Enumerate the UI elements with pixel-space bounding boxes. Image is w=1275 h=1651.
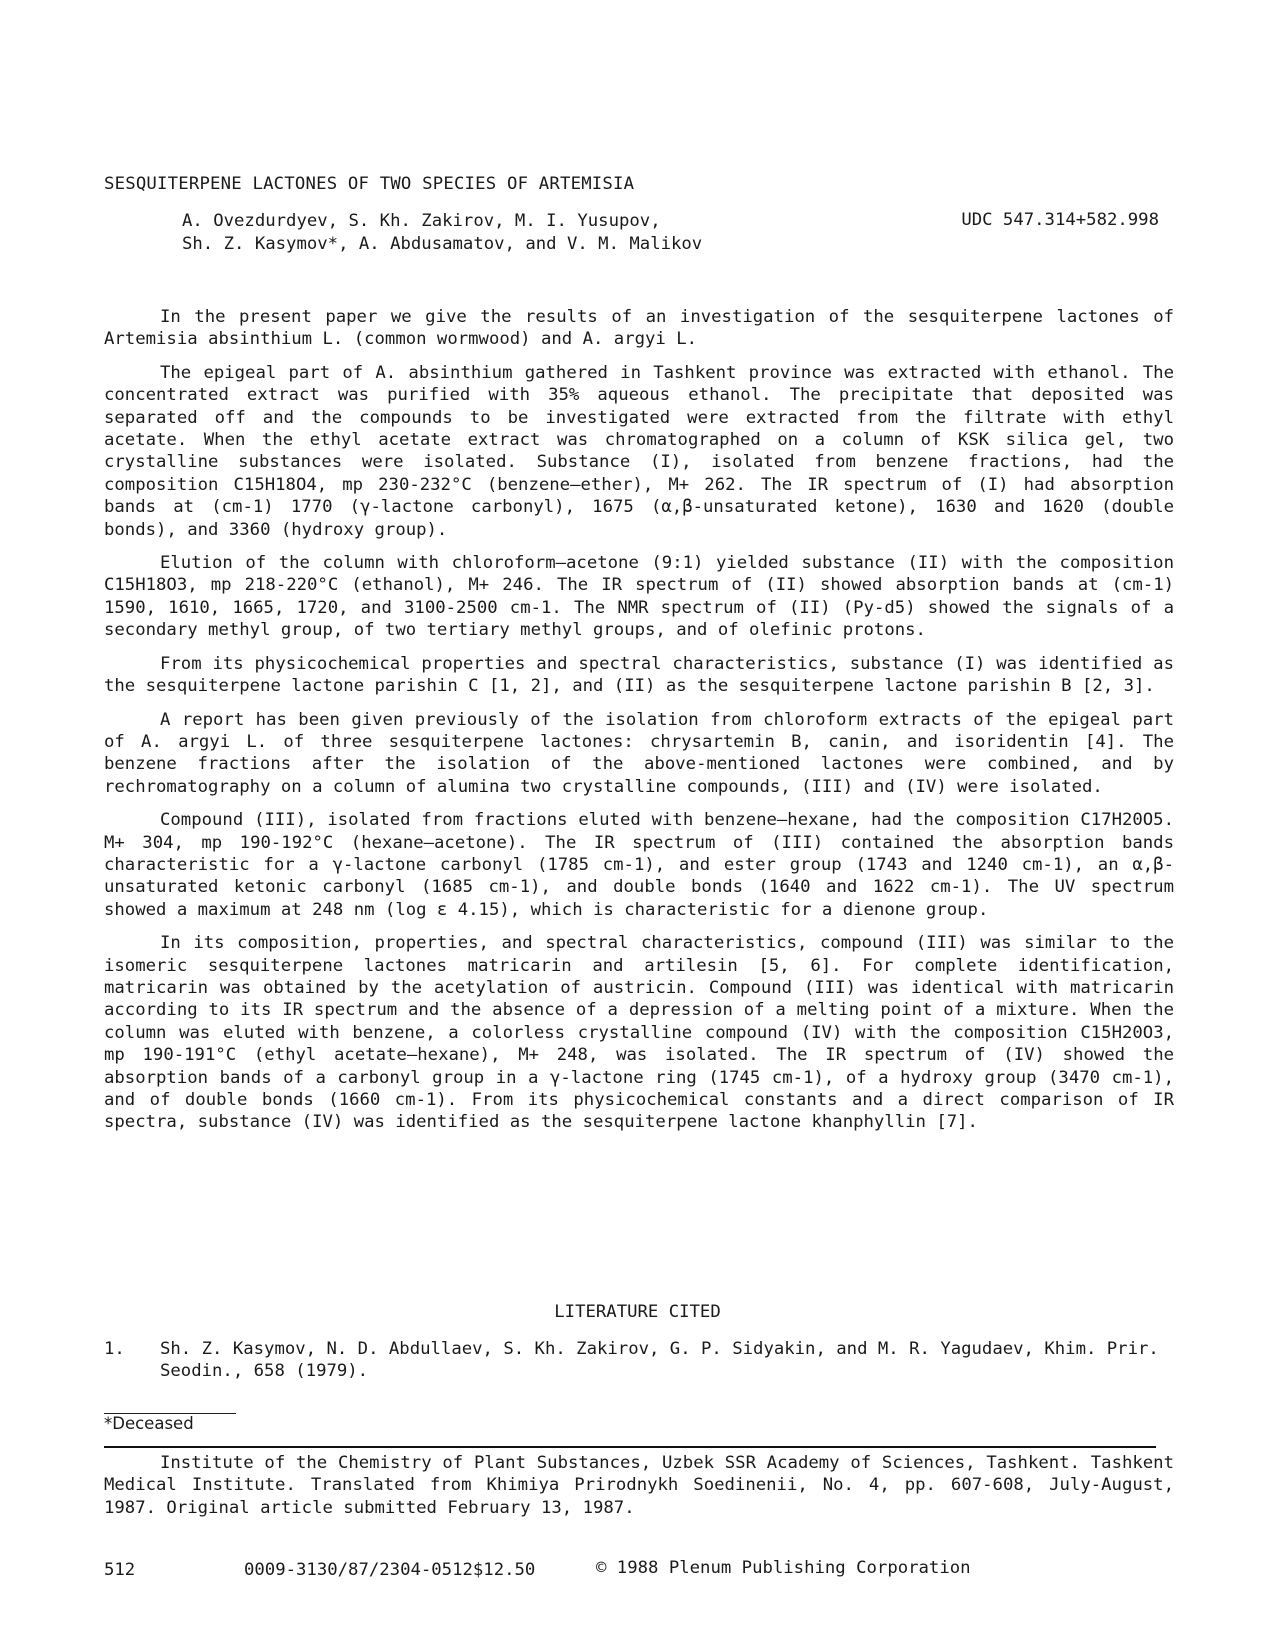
copyright-notice: © 1988 Plenum Publishing Corporation xyxy=(596,1558,971,1578)
reference-item xyxy=(104,1338,1174,1383)
paragraph: In the present paper we give the results of an investigation of the sesquiterpene lactones of Artemisia absinthium L. (common wormwood) and A. argyi L. xyxy=(104,307,1174,350)
article-code: 0009-3130/87/2304-0512$12.50 xyxy=(244,1560,536,1580)
author-line-1: A. Ovezdurdyev, S. Kh. Zakirov, M. I. Yusupov, xyxy=(182,211,661,231)
reference-number: 1. xyxy=(104,1339,125,1359)
paragraph: Elution of the column with chloroform—acetone (9:1) yielded substance (II) with the composition C15H18O3, mp 218-220°C (ethanol), M+ 246. The IR spectrum of (II) showed absorption bands at (cm-1) 1590, 1610, 1665, 1720, and 3100-2500 cm-1. The NMR spectrum of (II) (Py-d5) showed the signals of a secondary methyl group, of two tertiary methyl groups, and of olefinic protons. xyxy=(104,553,1174,641)
footnote: *Deceased xyxy=(104,1414,194,1433)
page-number: 512 xyxy=(104,1560,136,1580)
udc-code: UDC 547.314+582.998 xyxy=(961,210,1159,230)
affiliation-text: Institute of the Chemistry of Plant Substances, Uzbek SSR Academy of Sciences, Tashkent. Tashkent Medical Institute. Translated from Khimiya Prirodnykh Soedinenii, No. 4, pp. 607-608, July-August, 1987. Original article submitted February 13, 1987. xyxy=(104,1453,1174,1518)
paragraph: The epigeal part of A. absinthium gathered in Tashkent province was extracted with ethanol. The concentrated extract was purified with 35% aqueous ethanol. The precipitate that deposited was separated off and the compounds to be investigated were extracted from the filtrate with ethyl acetate. When the ethyl acetate extract was chromatographed on a column of KSK silica gel, two crystalline substances were isolated. Substance (I), isolated from benzene fractions, had the composition C15H18O4, mp 230-232°C (benzene—ether), M+ 262. The IR spectrum of (I) had absorption bands at (cm-1) 1770 (γ-lactone carbonyl), 1675 (α,β-unsaturated ketone), 1630 and 1620 (double bonds), and 3360 (hydroxy group). xyxy=(104,362,1174,540)
paragraph: From its physicochemical properties and spectral characteristics, substance (I) was identified as the sesquiterpene lactone parishin C [1, 2], and (II) as the sesquiterpene lactone parishin B [2, 3]. xyxy=(104,653,1174,697)
paragraph: A report has been given previously of the isolation from chloroform extracts of the epigeal part of A. argyi L. of three sesquiterpene lactones: chrysartemin B, canin, and isoridentin [4]. The benzene fractions after the isolation of the above-mentioned lactones were combined, and by rechromatography on a column of alumina two crystalline compounds, (III) and (IV) were isolated. xyxy=(104,709,1174,797)
literature-heading: LITERATURE CITED xyxy=(554,1302,721,1322)
separator-rule xyxy=(104,1446,1156,1448)
article-title: SESQUITERPENE LACTONES OF TWO SPECIES OF ARTEMISIA xyxy=(104,174,635,194)
paragraph: Compound (III), isolated from fractions eluted with benzene—hexane, had the composition C17H20O5. M+ 304, mp 190-192°C (hexane—acetone). The IR spectrum of (III) contained the absorption bands characteristic for a γ-lactone carbonyl (1785 cm-1), and ester group (1743 and 1240 cm-1), an α,β-unsaturated ketonic carbonyl (1685 cm-1), and double bonds (1640 and 1622 cm-1). The UV spectrum showed a maximum at 248 nm (log ε 4.15), which is characteristic for a dienone group. xyxy=(104,810,1174,920)
author-list xyxy=(182,210,702,256)
article-body xyxy=(104,306,1174,1145)
affiliation-block xyxy=(104,1452,1174,1519)
paragraph: In its composition, properties, and spectral characteristics, compound (III) was similar to the isomeric sesquiterpene lactones matricarin and artilesin [5, 6]. For complete identification, matricarin was obtained by the acetylation of austricin. Compound (III) was identical with matricarin according to its IR spectrum and the absence of a depression of a melting point of a mixture. When the column was eluted with benzene, a colorless crystalline compound (IV) with the composition C15H20O3, mp 190-191°C (ethyl acetate—hexane), M+ 248, was isolated. The IR spectrum of (IV) showed the absorption bands of a carbonyl group in a γ-lactone ring (1745 cm-1), of a hydroxy group (3470 cm-1), and of double bonds (1660 cm-1). From its physicochemical constants and a direct comparison of IR spectra, substance (IV) was identified as the sesquiterpene lactone khanphyllin [7]. xyxy=(104,933,1174,1133)
reference-text: Sh. Z. Kasymov, N. D. Abdullaev, S. Kh. Zakirov, G. P. Sidyakin, and M. R. Yagudaev, Khim. Prir. Seodin., 658 (1979). xyxy=(160,1339,1159,1382)
author-line-2: Sh. Z. Kasymov*, A. Abdusamatov, and V. M. Malikov xyxy=(182,234,703,254)
